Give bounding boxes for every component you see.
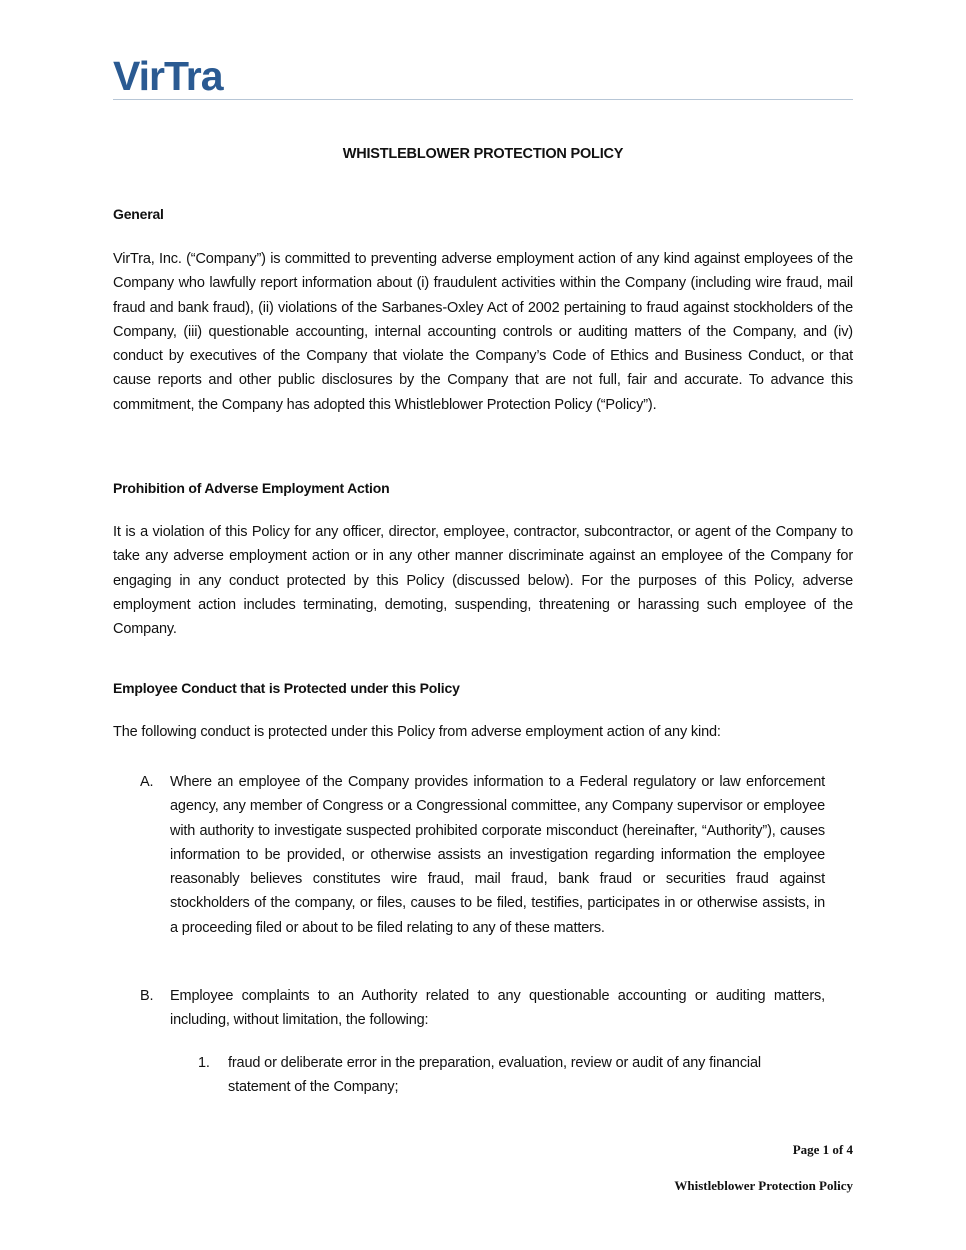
sub-list-item-text: fraud or deliberate error in the preparation, evaluation, review or audit of any financial statement of the Company; <box>228 1055 761 1096</box>
prohibition-paragraph: It is a violation of this Policy for any officer, director, employee, contractor, subcontractor, or agent of the Company to take any adverse employment action or in any other manner discriminate against an employee of the Company for engaging in any conduct protected by this Policy (discussed below). For the purposes of this Policy, adverse employment action includes terminating, demoting, suspending, threatening or harassing such employee of the Company. <box>113 524 853 638</box>
prohibition-heading: Prohibition of Adverse Employment Action <box>113 480 390 496</box>
header-divider <box>113 99 853 100</box>
company-logo: VirTra <box>113 53 223 99</box>
footer-document-name: Whistleblower Protection Policy <box>674 1178 853 1193</box>
page-number: Page 1 of 4 <box>792 1142 853 1157</box>
list-item <box>140 984 825 1033</box>
list-item <box>140 770 825 940</box>
list-marker: B. <box>140 988 154 1004</box>
list-item-text: Employee complaints to an Authority related to any questionable accounting or auditing matters, including, without limitation, the following: <box>170 988 825 1029</box>
document-title: WHISTLEBLOWER PROTECTION POLICY <box>342 146 624 162</box>
protected-conduct-heading: Employee Conduct that is Protected under this Policy <box>113 680 460 696</box>
sub-list-marker: 1. <box>198 1055 210 1071</box>
list-marker: A. <box>140 774 154 790</box>
general-paragraph: VirTra, Inc. (“Company”) is committed to preventing adverse employment action of any kind against employees of the Company who lawfully report information about (i) fraudulent activities within the Company (including wire fraud, mail fraud and bank fraud), (ii) violations of the Sarbanes-Oxley Act of 2002 pertaining to fraud against stockholders of the Company, (iii) questionable accounting, internal accounting controls or auditing matters of the Company, and (iv) conduct by executives of the Company that violate the Company’s Code of Ethics and Business Conduct, or that cause reports and other public disclosures by the Company that are not full, fair and accurate. To advance this commitment, the Company has adopted this Whistleblower Protection Policy (“Policy”). <box>113 251 853 413</box>
general-heading: General <box>113 206 164 222</box>
list-item-text: Where an employee of the Company provides information to a Federal regulatory or law enforcement agency, any member of Congress or a Congressional committee, any Company supervisor or employee with authority to investigate suspected prohibited corporate misconduct (hereinafter, “Authority”), causes information to be provided, or otherwise assists an investigation regarding information the employee reasonably believes constitutes wire fraud, mail fraud, bank fraud or securities fraud against stockholders of the company, or files, causes to be filed, testifies, participates in or otherwise assists, in a proceeding filed or about to be filed relating to any of these matters. <box>170 774 825 936</box>
protected-conduct-intro: The following conduct is protected under this Policy from adverse employment action of any kind: <box>113 724 721 740</box>
sub-list-item <box>198 1051 788 1100</box>
